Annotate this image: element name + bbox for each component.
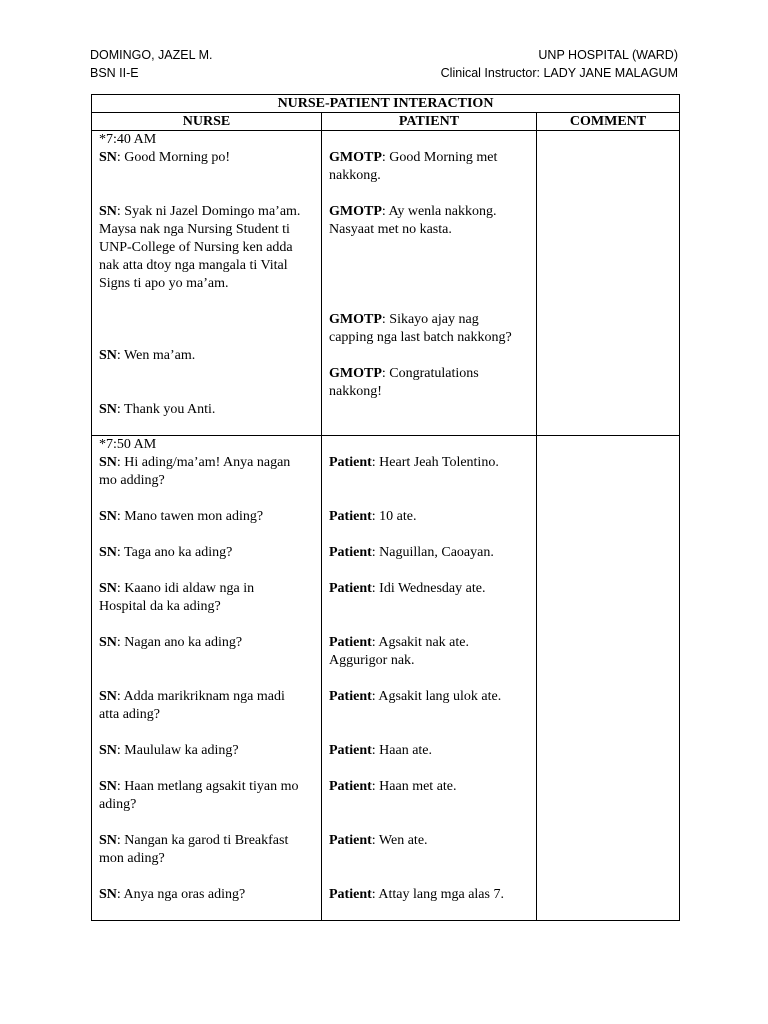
patient-dialogue (329, 436, 529, 920)
speaker-label: Patient (329, 887, 372, 902)
dialogue-line: Patient: Agsakit lang ulok ate. (329, 689, 502, 704)
speaker-label: SN (99, 581, 117, 596)
utterance-text: Wen ate. (378, 833, 428, 848)
speaker-label: SN (99, 887, 117, 902)
speaker-label: Patient (329, 743, 372, 758)
dialogue-line: GMOTP: Ay wenla nakkong. Nasyaat met no kasta. (329, 204, 497, 237)
speaker-label: SN (99, 833, 117, 848)
speaker-label: Patient (329, 779, 372, 794)
utterance-text: Sikayo ajay nag (389, 312, 479, 327)
utterance-text: Congratulations (389, 366, 479, 381)
dialogue-line: SN: Haan metlang agsakit tiyan mo ading? (99, 779, 299, 812)
utterance-text: Ay wenla nakkong. (388, 204, 497, 219)
speaker-label: SN (99, 402, 117, 417)
dialogue-line: Patient: 10 ate. (329, 509, 417, 524)
utterance-text: Nasyaat met no kasta. (329, 222, 452, 237)
utterance-text: Syak ni Jazel Domingo ma’am. (124, 204, 301, 219)
dialogue-line: Patient: Heart Jeah Tolentino. (329, 455, 499, 470)
dialogue-line: GMOTP: Congratulations nakkong! (329, 366, 479, 399)
student-name: DOMINGO, JAZEL M. (90, 48, 213, 62)
nurse-cell (92, 131, 322, 436)
dialogue-line: SN: Nangan ka garod ti Breakfast mon ading? (99, 833, 289, 866)
speaker-label: Patient (329, 545, 372, 560)
timestamp: *7:40 AM (99, 132, 157, 147)
utterance-text: nakkong. (329, 168, 381, 183)
dialogue-line: SN: Taga ano ka ading? (99, 545, 233, 560)
speaker-label: Patient (329, 689, 372, 704)
dialogue-line: Patient: Agsakit nak ate. Aggurigor nak. (329, 635, 469, 668)
dialogue-line: SN: Syak ni Jazel Domingo ma’am. Maysa nak nga Nursing Student ti UNP-College of Nursing ken adda nak atta dtoy nga mangala ti Vital Signs ti apo yo ma’am. (99, 204, 301, 291)
dialogue-line: Patient: Naguillan, Caoayan. (329, 545, 494, 560)
utterance-text: mo adding? (99, 473, 165, 488)
table-row (92, 436, 680, 921)
speaker-label: GMOTP (329, 312, 382, 327)
utterance-text: Attay lang mga alas 7. (378, 887, 504, 902)
speaker-label: SN (99, 689, 117, 704)
dialogue-line: Patient: Idi Wednesday ate. (329, 581, 486, 596)
utterance-text: Nagan ano ka ading? (124, 635, 243, 650)
utterance-text: Naguillan, Caoayan. (379, 545, 494, 560)
utterance-text: Agsakit lang ulok ate. (378, 689, 502, 704)
speaker-label: GMOTP (329, 366, 382, 381)
utterance-text: Mano tawen mon ading? (124, 509, 264, 524)
utterance-text: Good Morning met (389, 150, 498, 165)
patient-dialogue (329, 131, 529, 435)
speaker-label: SN (99, 743, 117, 758)
utterance-text: Thank you Anti. (124, 402, 216, 417)
utterance-text: Wen ma’am. (124, 348, 196, 363)
dialogue-line: SN: Anya nga oras ading? (99, 887, 246, 902)
dialogue-line: Patient: Wen ate. (329, 833, 428, 848)
speaker-label: GMOTP (329, 150, 382, 165)
speaker-label: SN (99, 455, 117, 470)
utterance-text: atta ading? (99, 707, 161, 722)
utterance-text: Idi Wednesday ate. (379, 581, 486, 596)
interaction-table (91, 94, 680, 921)
utterance-text: 10 ate. (379, 509, 417, 524)
utterance-text: nakkong! (329, 384, 382, 399)
column-header-patient: PATIENT (322, 113, 537, 131)
column-header-nurse: NURSE (92, 113, 322, 131)
utterance-text: Agsakit nak ate. (378, 635, 469, 650)
speaker-label: Patient (329, 455, 372, 470)
dialogue-line: SN: Maululaw ka ading? (99, 743, 239, 758)
dialogue-line: SN: Mano tawen mon ading? (99, 509, 264, 524)
patient-cell (322, 436, 537, 921)
utterance-text: Nangan ka garod ti Breakfast (124, 833, 289, 848)
utterance-text: Hospital da ka ading? (99, 599, 221, 614)
table-row (92, 131, 680, 436)
speaker-label: SN (99, 348, 117, 363)
utterance-text: Kaano idi aldaw nga in (124, 581, 255, 596)
dialogue-line: SN: Kaano idi aldaw nga in Hospital da ka ading? (99, 581, 255, 614)
dialogue-line: SN: Good Morning po! (99, 150, 231, 165)
utterance-text: Haan met ate. (379, 779, 457, 794)
timestamp: *7:50 AM (99, 437, 157, 452)
hospital-name: UNP HOSPITAL (WARD) (538, 48, 678, 62)
speaker-label: Patient (329, 833, 372, 848)
nurse-dialogue (99, 131, 314, 435)
utterance-text: Good Morning po! (124, 150, 231, 165)
utterance-text: ading? (99, 797, 137, 812)
utterance-text: Maululaw ka ading? (124, 743, 239, 758)
speaker-label: SN (99, 545, 117, 560)
student-section: BSN II-E (90, 66, 139, 80)
dialogue-line: Patient: Haan ate. (329, 743, 433, 758)
clinical-instructor: Clinical Instructor: LADY JANE MALAGUM (440, 66, 678, 80)
dialogue-line: SN: Thank you Anti. (99, 402, 216, 417)
header-right (441, 46, 678, 82)
speaker-label: Patient (329, 635, 372, 650)
table-title: NURSE-PATIENT INTERACTION (92, 95, 680, 113)
speaker-label: SN (99, 509, 117, 524)
utterance-text: UNP-College of Nursing ken adda (99, 240, 293, 255)
utterance-text: nak atta dtoy nga mangala ti Vital (99, 258, 288, 273)
column-header-comment: COMMENT (537, 113, 680, 131)
dialogue-line: SN: Hi ading/ma’am! Anya nagan mo adding? (99, 455, 291, 488)
speaker-label: Patient (329, 509, 372, 524)
speaker-label: SN (99, 779, 117, 794)
utterance-text: Aggurigor nak. (329, 653, 415, 668)
utterance-text: mon ading? (99, 851, 165, 866)
dialogue-line: Patient: Attay lang mga alas 7. (329, 887, 504, 902)
speaker-label: GMOTP (329, 204, 382, 219)
dialogue-line: Patient: Haan met ate. (329, 779, 457, 794)
dialogue-line: SN: Nagan ano ka ading? (99, 635, 243, 650)
utterance-text: Maysa nak nga Nursing Student ti (99, 222, 290, 237)
speaker-label: SN (99, 635, 117, 650)
dialogue-line: GMOTP: Sikayo ajay nag capping nga last batch nakkong? (329, 312, 512, 345)
utterance-text: Signs ti apo yo ma’am. (99, 276, 229, 291)
utterance-text: Taga ano ka ading? (124, 545, 233, 560)
patient-cell (322, 131, 537, 436)
utterance-text: Hi ading/ma’am! Anya nagan (124, 455, 291, 470)
utterance-text: Haan ate. (379, 743, 433, 758)
nurse-cell (92, 436, 322, 921)
utterance-text: Heart Jeah Tolentino. (379, 455, 499, 470)
utterance-text: Adda marikriknam nga madi (123, 689, 285, 704)
utterance-text: capping nga last batch nakkong? (329, 330, 512, 345)
utterance-text: Haan metlang agsakit tiyan mo (124, 779, 299, 794)
dialogue-line: GMOTP: Good Morning met nakkong. (329, 150, 498, 183)
utterance-text: Anya nga oras ading? (123, 887, 246, 902)
dialogue-line: SN: Wen ma’am. (99, 348, 196, 363)
comment-cell (537, 131, 680, 436)
nurse-dialogue (99, 436, 314, 920)
speaker-label: SN (99, 204, 117, 219)
header-left (90, 46, 212, 82)
dialogue-line: SN: Adda marikriknam nga madi atta ading? (99, 689, 285, 722)
speaker-label: Patient (329, 581, 372, 596)
comment-cell (537, 436, 680, 921)
speaker-label: SN (99, 150, 117, 165)
